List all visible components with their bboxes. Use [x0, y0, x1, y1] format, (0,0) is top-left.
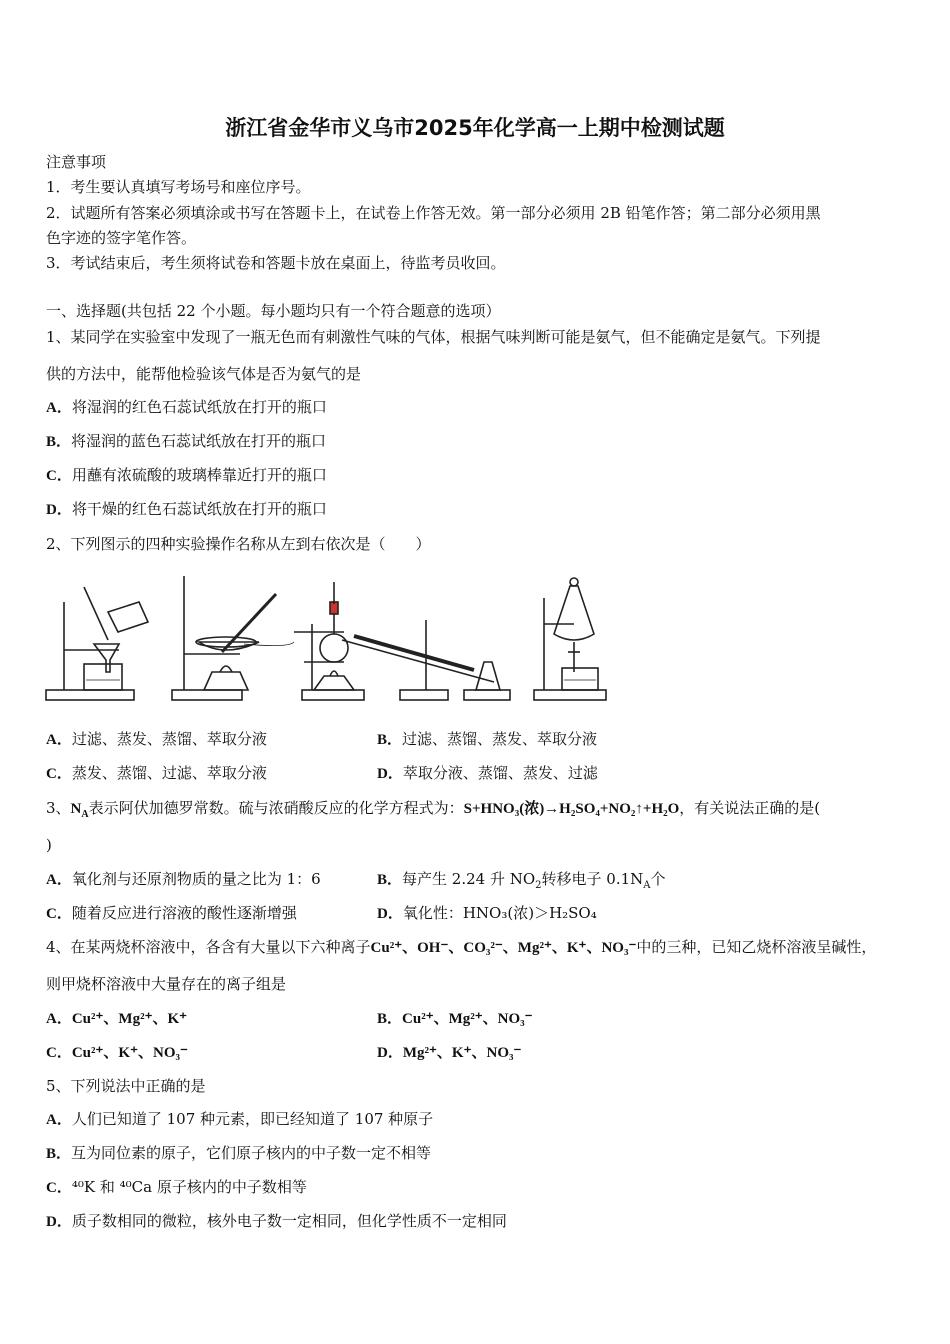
q2-option-a: A．过滤、蒸发、蒸馏、萃取分液 [46, 730, 267, 748]
q1-option-d: D．将干燥的红色石蕊试纸放在打开的瓶口 [46, 500, 327, 518]
q3-option-c: C．随着反应进行溶液的酸性逐渐增强 [46, 904, 297, 922]
q5-stem: 5、下列说法中正确的是 [46, 1077, 206, 1095]
q2-option-d: D．萃取分液、蒸馏、蒸发、过滤 [377, 764, 598, 782]
q4-stem-line1: 4、在某两烧杯溶液中，各含有大量以下六种离子Cu²⁺、OH⁻、CO₃²⁻、Mg²⁺、K⁺、NO₃⁻中的三种，已知乙烧杯溶液呈碱性， [46, 938, 877, 956]
filtration-apparatus-icon [46, 587, 148, 700]
notice-item-2-cont: 色字迹的签字笔作答。 [46, 229, 197, 247]
notice-item-3: 3．考试结束后，考生须将试卷和答题卡放在桌面上，待监考员收回。 [46, 254, 506, 272]
evaporation-apparatus-icon [172, 576, 294, 700]
q3-stem-line2: ) [46, 836, 52, 854]
lab-apparatus-figure [44, 572, 614, 712]
q3-stem-line1: 3、$N_A$表示阿伏加德罗常数。硫与浓硝酸反应的化学方程式为：S+HNO₃(浓)→H₂SO₄+NO₂↑+H₂O，有关说法正确的是( [46, 799, 821, 820]
q1-option-a: A．将湿润的红色石蕊试纸放在打开的瓶口 [46, 398, 327, 416]
page-title: 浙江省金华市义乌市2025年化学高一上期中检测试题 [225, 116, 725, 140]
q5-option-d: D．质子数相同的微粒，核外电子数一定相同，但化学性质不一定相同 [46, 1212, 507, 1230]
q3-option-b: B．每产生 2.24 升 $NO_2$转移电子 $0.1N_A$个 [377, 870, 666, 891]
q5-option-b: B．互为同位素的原子，它们原子核内的中子数一定不相等 [46, 1144, 432, 1162]
q2-option-c: C．蒸发、蒸馏、过滤、萃取分液 [46, 764, 267, 782]
notice-item-2: 2．试题所有答案必须填涂或书写在答题卡上，在试卷上作答无效。第一部分必须用 2B 铅笔作答；第二部分必须用黑 [46, 204, 821, 222]
distillation-apparatus-icon [294, 582, 510, 700]
q4-option-d: D．Mg²⁺、K⁺、NO₃⁻ [377, 1045, 522, 1061]
q4-stem-line2: 则甲烧杯溶液中大量存在的离子组是 [46, 975, 287, 993]
q2-stem: 2、下列图示的四种实验操作名称从左到右依次是（ ） [46, 535, 431, 553]
notice-item-1: 1．考生要认真填写考场号和座位序号。 [46, 178, 311, 196]
q2-option-b: B．过滤、蒸馏、蒸发、萃取分液 [377, 730, 598, 748]
q5-option-c: C．⁴⁰K 和 ⁴⁰Ca 原子核内的中子数相等 [46, 1178, 307, 1196]
q4-option-c: C．Cu²⁺、K⁺、NO₃⁻ [46, 1045, 188, 1061]
q5-option-a: A．人们已知道了 107 种元素，即已经知道了 107 种原子 [46, 1110, 434, 1128]
q1-stem-line2: 供的方法中，能帮他检验该气体是否为氨气的是 [46, 365, 362, 383]
q1-option-c: C．用蘸有浓硫酸的玻璃棒靠近打开的瓶口 [46, 466, 327, 484]
q1-stem-line1: 1、某同学在实验室中发现了一瓶无色而有刺激性气味的气体，根据气味判断可能是氨气，但不能确定是氨气。下列提 [46, 328, 821, 346]
q4-option-b: B．Cu²⁺、Mg²⁺、NO₃⁻ [377, 1011, 533, 1027]
section-heading: 一、选择题(共包括 22 个小题。每小题均只有一个符合题意的选项） [46, 302, 501, 320]
q3-option-d: D．氧化性：HNO₃(浓)＞H₂SO₄ [377, 904, 597, 922]
separatory-funnel-apparatus-icon [534, 578, 606, 700]
q4-option-a: A．Cu²⁺、Mg²⁺、K⁺ [46, 1011, 188, 1027]
q1-option-b: B．将湿润的蓝色石蕊试纸放在打开的瓶口 [46, 432, 327, 450]
q3-option-a: A．氧化剂与还原剂物质的量之比为 1：6 [46, 870, 321, 888]
notice-heading: 注意事项 [46, 153, 107, 171]
